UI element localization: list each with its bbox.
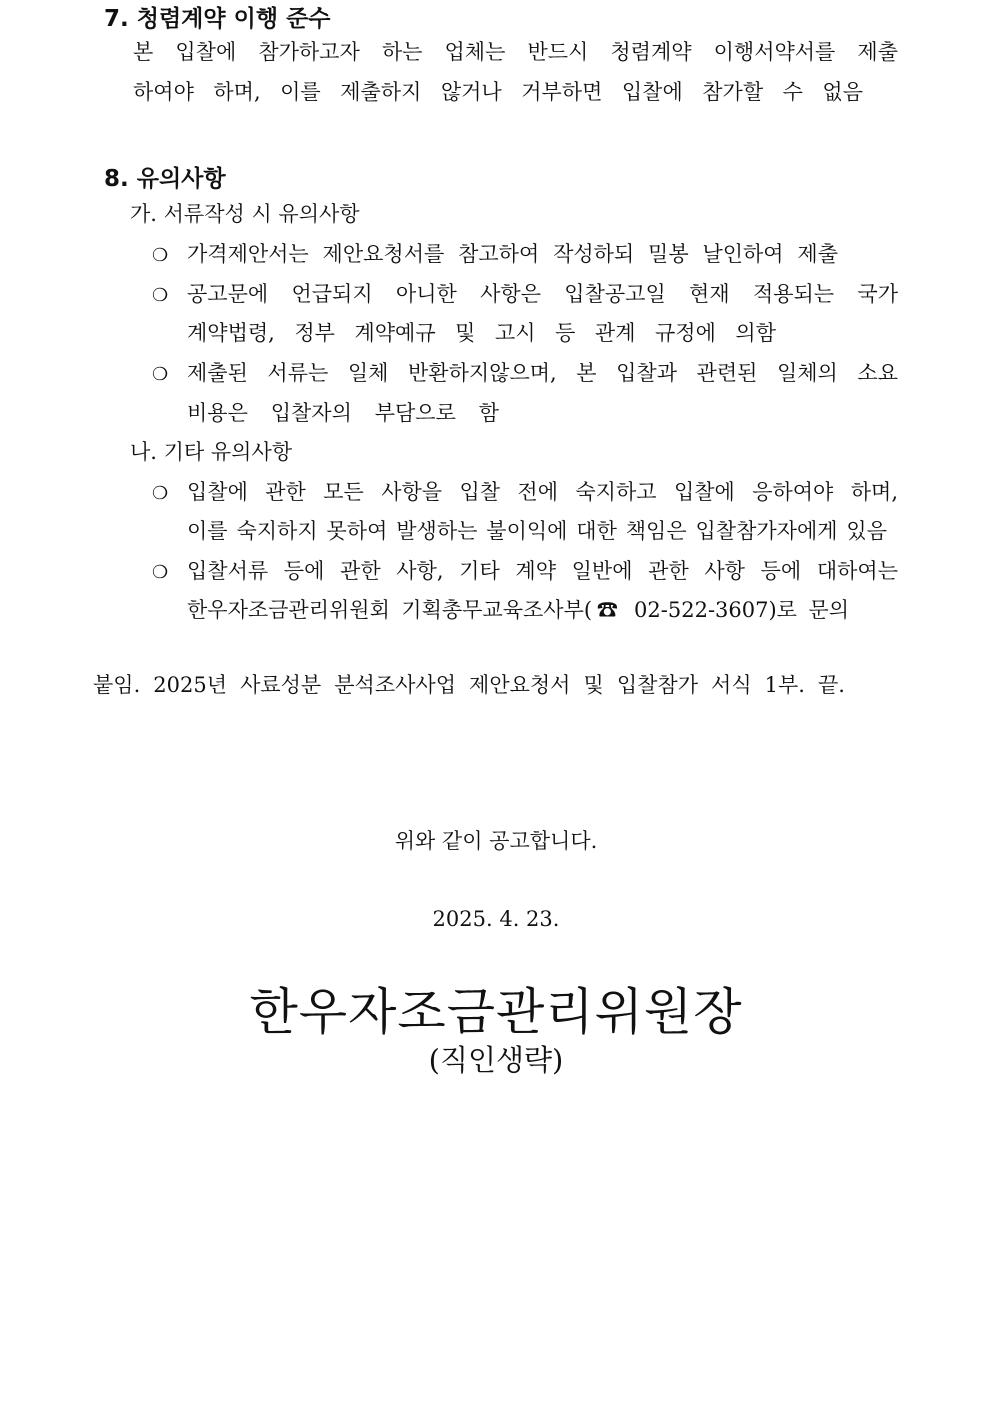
list-item-a2-line-2: 계약법령, 정부 계약예규 및 고시 등 관계 규정에 의함 bbox=[187, 321, 776, 345]
list-item-b1-line-1: 입찰에 관한 모든 사항을 입찰 전에 숙지하고 입찰에 응하여야 하며, bbox=[187, 480, 898, 504]
bullet-circle-icon: ❍ bbox=[152, 245, 169, 266]
seal-omitted-note: (직인생략) bbox=[428, 1043, 564, 1077]
attachment-note: 붙임. 2025년 사료성분 분석조사사업 제안요청서 및 입찰참가 서식 1부. 끝. bbox=[93, 673, 845, 697]
section-7-line-2: 하여야 하며, 이를 제출하지 않거나 거부하면 입찰에 참가할 수 없음 bbox=[133, 80, 863, 104]
bullet-circle-icon: ❍ bbox=[152, 562, 169, 583]
list-item-a3-line-2: 비용은 입찰자의 부담으로 함 bbox=[187, 401, 499, 425]
section-7-line-1: 본 입찰에 참가하고자 하는 업체는 반드시 청렴계약 이행서약서를 제출 bbox=[133, 40, 898, 64]
list-item-a2-line-1: 공고문에 언급되지 아니한 사항은 입찰공고일 현재 적용되는 국가 bbox=[187, 282, 898, 306]
announcement-text: 위와 같이 공고합니다. bbox=[394, 829, 598, 853]
list-item-a1-line-1: 가격제안서는 제안요청서를 참고하여 작성하되 밀봉 날인하여 제출 bbox=[187, 242, 838, 266]
list-item-b2-line-2: 한우자조금관리위원회 기획총무교육조사부(☎ 02-522-3607)로 문의 bbox=[187, 598, 849, 622]
subsection-a-label: 가. 서류작성 시 유의사항 bbox=[130, 202, 360, 226]
subsection-b-label: 나. 기타 유의사항 bbox=[130, 440, 293, 464]
section-8-title: 8. 유의사항 bbox=[104, 166, 226, 192]
section-7-title: 7. 청렴계약 이행 준수 bbox=[104, 6, 331, 32]
issuer-title: 한우자조금관리위원장 bbox=[249, 983, 743, 1041]
list-item-a3-line-1: 제출된 서류는 일체 반환하지않으며, 본 입찰과 관련된 일체의 소요 bbox=[187, 361, 898, 385]
bullet-circle-icon: ❍ bbox=[152, 364, 169, 385]
list-item-b1-line-2: 이를 숙지하지 못하여 발생하는 불이익에 대한 책임은 입찰참가자에게 있음 bbox=[187, 519, 887, 543]
bullet-circle-icon: ❍ bbox=[152, 483, 169, 504]
announcement-date: 2025. 4. 23. bbox=[432, 907, 560, 931]
bullet-circle-icon: ❍ bbox=[152, 285, 169, 306]
list-item-b2-line-1: 입찰서류 등에 관한 사항, 기타 계약 일반에 관한 사항 등에 대하여는 bbox=[187, 559, 898, 583]
